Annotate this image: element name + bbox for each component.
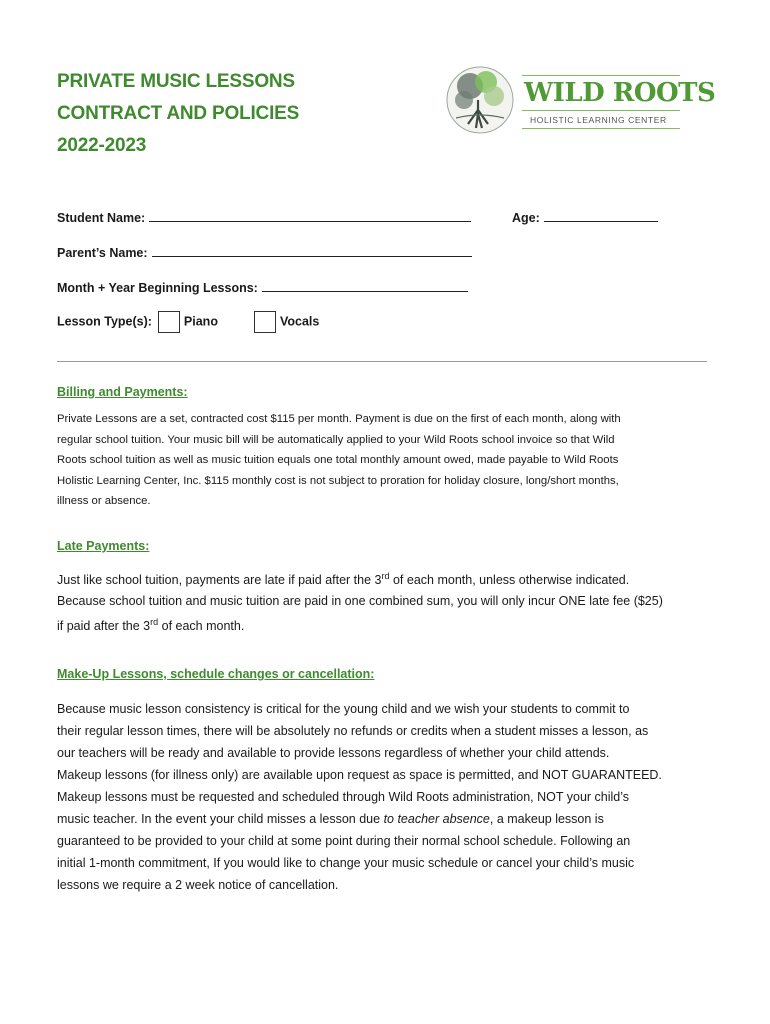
late-payments-paragraph	[57, 566, 722, 637]
title-line-1: PRIVATE MUSIC LESSONS	[57, 71, 295, 92]
makeup-line: Makeup lessons (for illness only) are available upon request as space is permitted, and NOT GUARANTEED.	[57, 768, 662, 782]
billing-line: Private Lessons are a set, contracted cost $115 per month. Payment is due on the first of each month, along with	[57, 413, 621, 425]
late-line-1-sup: rd	[381, 571, 390, 581]
billing-paragraph	[57, 409, 722, 512]
makeup-line: their regular lesson times, there will be absolutely no refunds or credits when a student misses a lesson, as	[57, 724, 649, 738]
student-name-row	[57, 209, 471, 225]
makeup-line: Makeup lessons must be requested and scheduled through Wild Roots administration, NOT your child’s	[57, 790, 630, 804]
month-year-row	[57, 279, 468, 295]
late-line	[57, 612, 722, 637]
age-row	[512, 209, 658, 225]
month-year-field[interactable]	[262, 279, 468, 292]
late-line-1b: of each month, unless otherwise indicated.	[389, 573, 630, 588]
section-divider	[57, 361, 707, 362]
billing-line: Roots school tuition as well as music tuition equals one total monthly amount owed, made payable to Wild Roots	[57, 454, 619, 466]
late-line-3b: of each month.	[158, 619, 245, 634]
lesson-type-row	[57, 311, 319, 333]
title-line-2: CONTRACT AND POLICIES	[57, 103, 300, 124]
late-line: Because school tuition and music tuition are paid in one combined sum, you will only incur ONE late fee ($25)	[57, 594, 663, 609]
logo-bottom-rule	[522, 128, 680, 129]
piano-label: Piano	[183, 314, 218, 329]
late-line	[57, 566, 722, 591]
late-line-3-sup: rd	[150, 617, 159, 628]
title-line-3: 2022-2023	[57, 135, 147, 156]
document-title	[57, 66, 299, 162]
parent-name-field[interactable]	[152, 244, 472, 257]
billing-line: illness or absence.	[57, 495, 151, 507]
lesson-type-label: Lesson Type(s):	[57, 314, 152, 329]
month-year-label: Month + Year Beginning Lessons:	[57, 281, 258, 295]
vocals-checkbox[interactable]	[254, 311, 276, 333]
age-field[interactable]	[544, 209, 658, 222]
makeup-line: lessons we require a 2 week notice of cancellation.	[57, 878, 339, 892]
makeup-line: guaranteed to be provided to your child at some point during their normal school schedule. Following an	[57, 834, 631, 848]
makeup-paragraph	[57, 698, 722, 896]
billing-line: Holistic Learning Center, Inc. $115 monthly cost is not subject to proration for holiday closure, long/short months,	[57, 474, 619, 487]
logo-middle-rule	[522, 110, 680, 111]
makeup-heading: Make-Up Lessons, schedule changes or cancellation:	[57, 667, 375, 681]
makeup-line-6b: , a makeup lesson is	[489, 812, 604, 826]
parent-name-row	[57, 244, 472, 260]
makeup-line	[57, 808, 722, 830]
makeup-line-6-emphasis: to teacher absence	[383, 812, 490, 826]
logo-wordmark: WILD ROOTS	[524, 78, 716, 108]
makeup-line-6a: music teacher. In the event your child misses a lesson due	[57, 812, 384, 826]
late-line-3a: if paid after the 3	[57, 619, 151, 634]
age-label: Age:	[512, 211, 540, 225]
parent-name-label: Parent’s Name:	[57, 246, 148, 260]
student-name-label: Student Name:	[57, 211, 146, 225]
makeup-line: initial 1-month commitment, If you would like to change your music schedule or cancel your child’s music	[57, 856, 635, 870]
logo-top-rule	[522, 75, 680, 76]
piano-checkbox[interactable]	[158, 311, 180, 333]
makeup-line: our teachers will be ready and available to provide lessons regardless of whether your child attends.	[57, 746, 610, 760]
billing-heading: Billing and Payments:	[57, 385, 188, 399]
late-payments-heading: Late Payments:	[57, 539, 150, 553]
logo-tagline: HOLISTIC LEARNING CENTER	[530, 115, 667, 125]
student-name-field[interactable]	[149, 209, 471, 222]
billing-line: regular school tuition. Your music bill will be automatically applied to your Wild Roots school invoice so that Wild	[57, 433, 615, 446]
vocals-label: Vocals	[279, 314, 320, 329]
makeup-line: Because music lesson consistency is critical for the young child and we wish your students to commit to	[57, 702, 630, 716]
late-line-1a: Just like school tuition, payments are late if paid after the 3	[57, 573, 382, 588]
